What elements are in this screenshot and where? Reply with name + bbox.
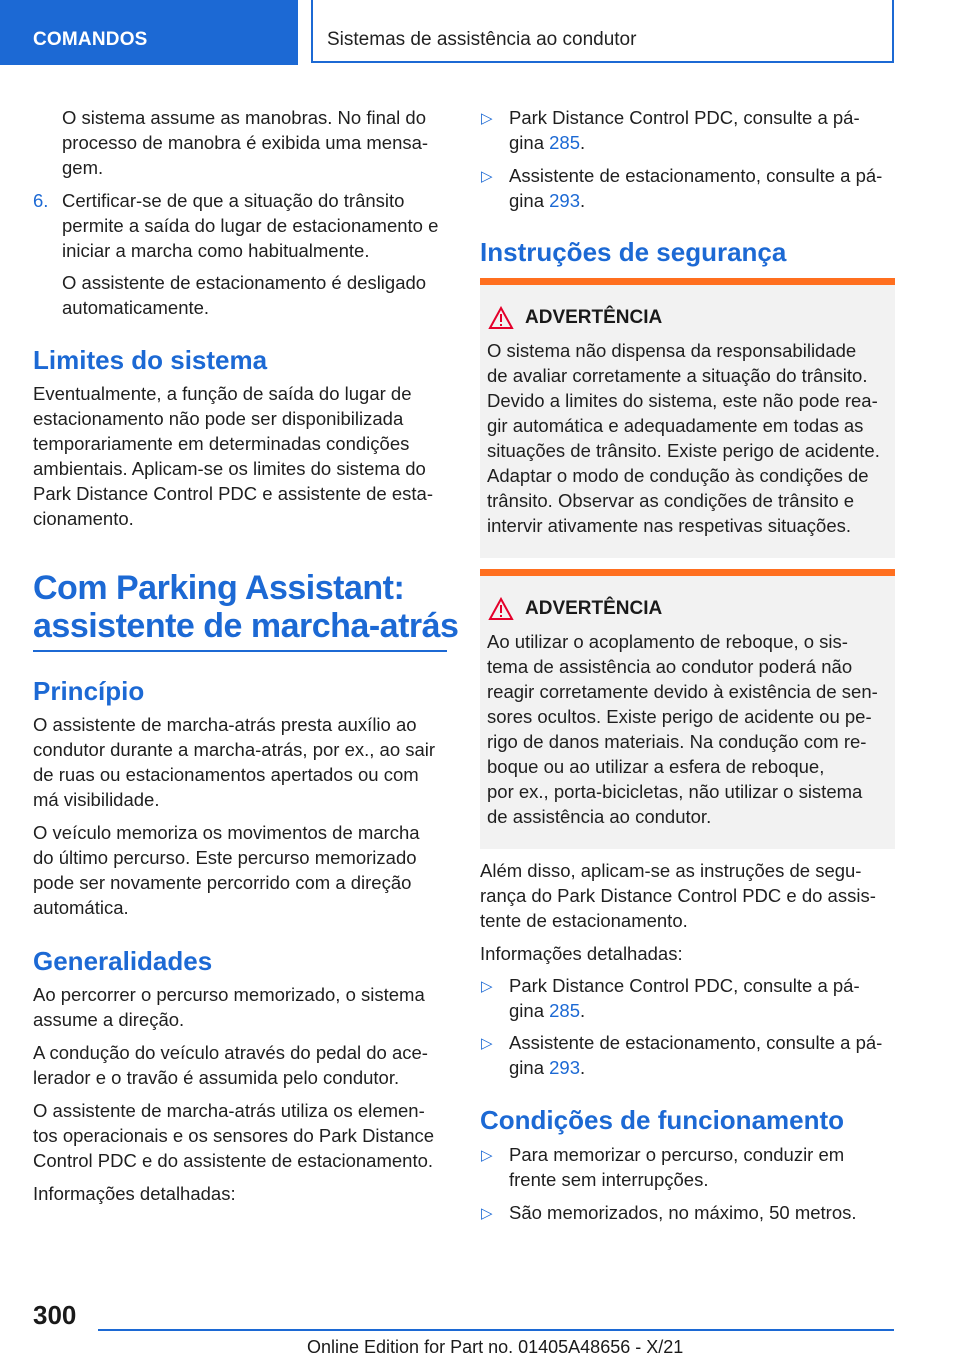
principle1-line-1: O assistente de marcha-atrás presta auxílio ao <box>33 714 417 735</box>
warning2-line-2: tema de assistência ao condutor poderá não <box>487 656 853 677</box>
bullet-triangle-icon: ▷ <box>481 1035 493 1052</box>
ref-top-1-line-1: Park Distance Control PDC, consulte a pá- <box>509 107 860 128</box>
main-heading-rule <box>33 650 447 652</box>
warning-bar <box>480 278 895 285</box>
right-info: Informações detalhadas: <box>480 943 683 964</box>
general2-line-1: A condução do veículo através do pedal do ace- <box>33 1042 428 1063</box>
step6-line-3: iniciar a marcha como habitualmente. <box>62 240 370 261</box>
page-link-285[interactable]: 285 <box>549 132 580 153</box>
warning2-line-1: Ao utilizar o acoplamento de reboque, o sis- <box>487 631 848 652</box>
conditions-heading: Condições de funcionamento <box>480 1105 845 1135</box>
condition-1-line-2: frente sem interrupções. <box>509 1169 709 1190</box>
condition-2-line-1: São memorizados, no máximo, 50 metros. <box>509 1202 857 1223</box>
footer-rule <box>98 1329 894 1331</box>
step6-line-2: permite a saída do lugar de estacionamento e <box>62 215 439 236</box>
principle2-line-3: pode ser novamente percorrido com a direção <box>33 872 412 893</box>
general2-line-2: lerador e o travão é assumida pelo condutor. <box>33 1067 400 1088</box>
general1-line-1: Ao percorrer o percurso memorizado, o sistema <box>33 984 425 1005</box>
bullet-triangle-icon: ▷ <box>481 110 493 127</box>
intro-line-2: processo de manobra é exibida uma mensa- <box>62 132 429 153</box>
warning2-line-6: boque ou ao utilizar a esfera de reboque, <box>487 756 825 777</box>
safety-heading: Instruções de segurança <box>480 237 787 267</box>
ref-top-1-line-2: gina 285. <box>509 132 586 153</box>
bullet-triangle-icon: ▷ <box>481 168 493 185</box>
principle2-line-4: automática. <box>33 897 129 918</box>
warning-title: ADVERTÊNCIA <box>525 307 663 328</box>
header-chapter-label: Sistemas de assistência ao condutor <box>327 29 637 50</box>
page-link-285[interactable]: 285 <box>549 1000 580 1021</box>
warning2-line-5: rigo de danos materiais. Na condução com re- <box>487 731 867 752</box>
also-line-1: Além disso, aplicam-se as instruções de segu- <box>480 860 862 881</box>
limits-line-3: temporariamente em determinadas condições <box>33 433 410 454</box>
step6-line-1: Certificar-se de que a situação do trânsito <box>62 190 405 211</box>
also-line-2: rança do Park Distance Control PDC e do assis- <box>480 885 876 906</box>
warning2-line-8: de assistência ao condutor. <box>487 806 712 827</box>
header-section-label: COMANDOS <box>33 29 148 50</box>
step6-note-line-1: O assistente de estacionamento é desligado <box>62 272 427 293</box>
principle1-line-3: de ruas ou estacionamentos apertados ou com <box>33 764 419 785</box>
step6-note-line-2: automaticamente. <box>62 297 210 318</box>
warning1-line-7: trânsito. Observar as condições de trânsito e <box>487 490 855 511</box>
step-number-6: 6. <box>33 190 49 211</box>
general3-line-3: Control PDC e do assistente de estacionamento. <box>33 1150 434 1171</box>
footer-edition: Online Edition for Part no. 01405A48656 - X/21 <box>307 1337 684 1357</box>
ref-bottom-1-line-1: Park Distance Control PDC, consulte a pá- <box>509 975 860 996</box>
ref-top-2-line-2: gina 293. <box>509 190 586 211</box>
general3-line-1: O assistente de marcha-atrás utiliza os elemen- <box>33 1100 425 1121</box>
warning1-line-6: Adaptar o modo de condução às condições de <box>487 465 869 486</box>
warning-triangle-icon <box>488 597 514 621</box>
warning2-line-3: reagir corretamente devido à existência de sen- <box>487 681 878 702</box>
warning-bar <box>480 569 895 576</box>
bullet-triangle-icon: ▷ <box>481 1205 493 1222</box>
also-line-3: tente de estacionamento. <box>480 910 688 931</box>
principle1-line-4: má visibilidade. <box>33 789 160 810</box>
intro-line-1: O sistema assume as manobras. No final do <box>62 107 426 128</box>
condition-1-line-1: Para memorizar o percurso, conduzir em <box>509 1144 845 1165</box>
bullet-triangle-icon: ▷ <box>481 978 493 995</box>
limits-line-6: cionamento. <box>33 508 134 529</box>
page-link-293[interactable]: 293 <box>549 1057 580 1078</box>
intro-line-3: gem. <box>62 157 104 178</box>
ref-bottom-2-line-2: gina 293. <box>509 1057 586 1078</box>
limits-line-4: ambientais. Aplicam-se os limites do sistema do <box>33 458 426 479</box>
main-heading-line-1: Com Parking Assistant: <box>33 569 405 607</box>
page-link-293[interactable]: 293 <box>549 190 580 211</box>
warning1-line-2: de avaliar corretamente a situação do trânsito. <box>487 365 868 386</box>
limits-line-1: Eventualmente, a função de saída do lugar de <box>33 383 412 404</box>
warning-box-1 <box>480 278 895 558</box>
warning-box-2 <box>480 569 895 849</box>
general3-line-2: tos operacionais e os sensores do Park Distance <box>33 1125 435 1146</box>
principle1-line-2: condutor durante a marcha-atrás, por ex., ao sair <box>33 739 436 760</box>
main-heading-line-2: assistente de marcha-atrás <box>33 607 459 645</box>
limits-heading: Limites do sistema <box>33 345 268 375</box>
warning2-line-7: por ex., porta-bicicletas, não utilizar o sistema <box>487 781 863 802</box>
warning1-line-5: situações de trânsito. Existe perigo de acidente. <box>487 440 880 461</box>
page-number: 300 <box>33 1300 77 1330</box>
header-section-tab <box>0 0 298 65</box>
general-info: Informações detalhadas: <box>33 1183 236 1204</box>
warning1-line-4: gir automática e adequadamente em todas as <box>487 415 864 436</box>
warning2-line-4: sores ocultos. Existe perigo de acidente ou pe- <box>487 706 872 727</box>
principle2-line-2: do último percurso. Este percurso memorizado <box>33 847 417 868</box>
ref-top-2-line-1: Assistente de estacionamento, consulte a pá- <box>509 165 883 186</box>
warning-title: ADVERTÊNCIA <box>525 598 663 619</box>
principle-heading: Princípio <box>33 676 145 706</box>
warning1-line-3: Devido a limites do sistema, este não pode rea- <box>487 390 878 411</box>
warning1-line-1: O sistema não dispensa da responsabilidade <box>487 340 857 361</box>
general-heading: Generalidades <box>33 946 213 976</box>
header-chapter-box <box>311 0 894 63</box>
limits-line-2: estacionamento não pode ser disponibilizada <box>33 408 404 429</box>
ref-bottom-1-line-2: gina 285. <box>509 1000 586 1021</box>
general1-line-2: assume a direção. <box>33 1009 185 1030</box>
limits-line-5: Park Distance Control PDC e assistente de esta- <box>33 483 433 504</box>
ref-bottom-2-line-1: Assistente de estacionamento, consulte a pá- <box>509 1032 883 1053</box>
warning1-line-8: intervir ativamente nas respetivas situações. <box>487 515 852 536</box>
principle2-line-1: O veículo memoriza os movimentos de marcha <box>33 822 420 843</box>
bullet-triangle-icon: ▷ <box>481 1147 493 1164</box>
warning-triangle-icon <box>488 306 514 330</box>
